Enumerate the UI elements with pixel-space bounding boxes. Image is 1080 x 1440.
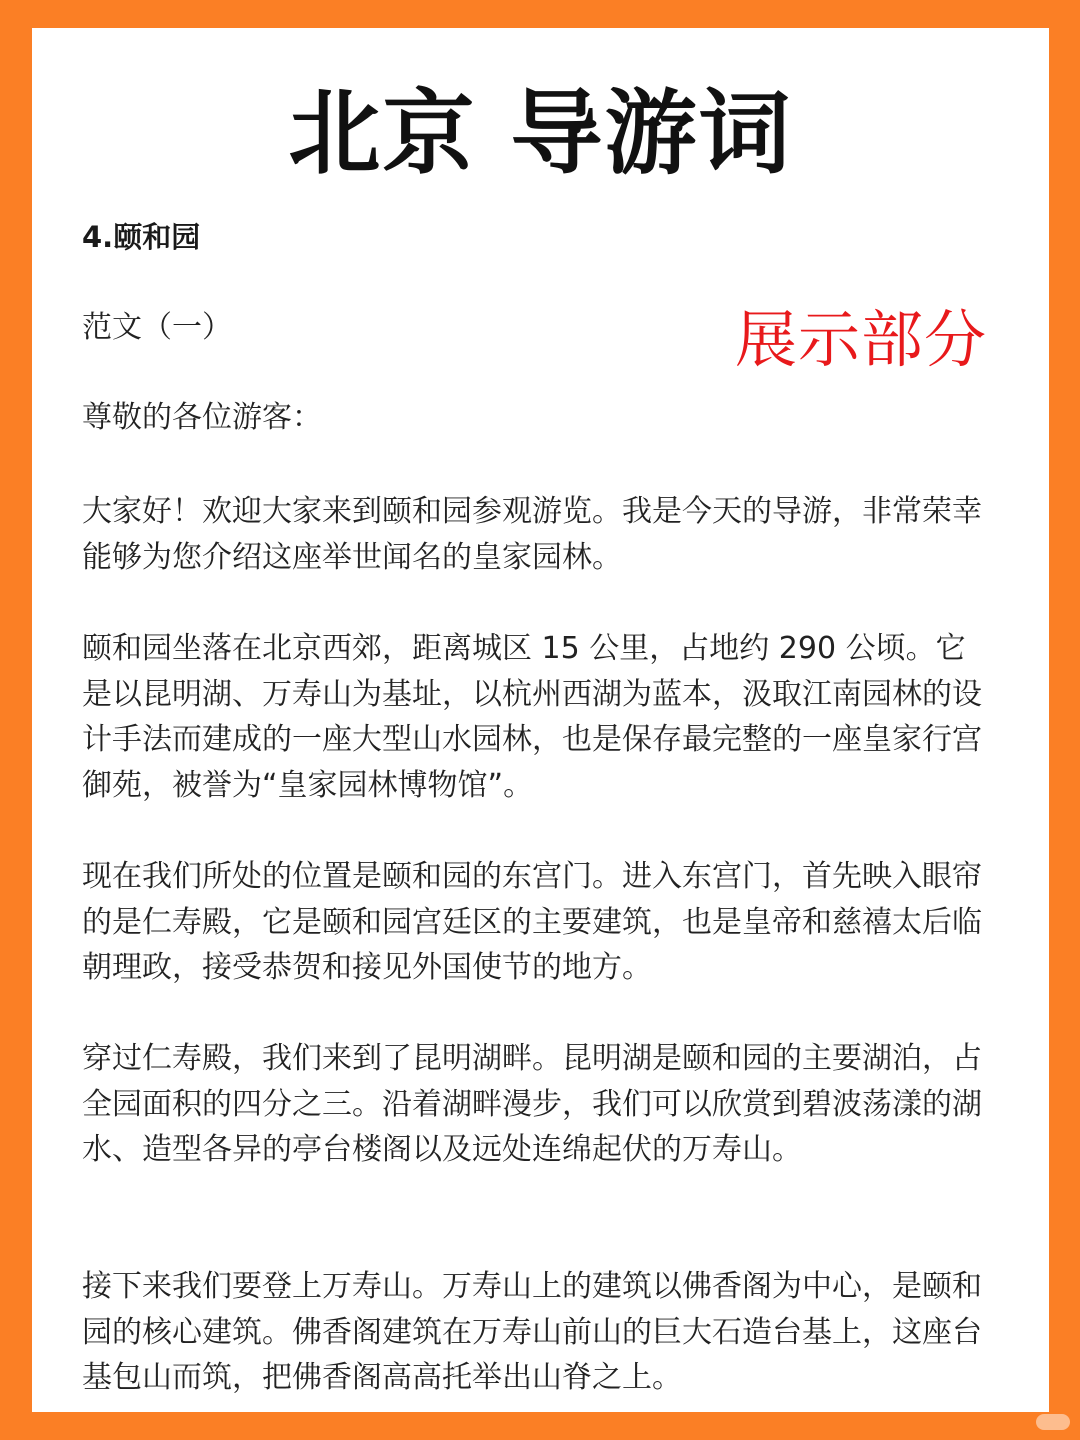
- section-heading: 4.颐和园: [82, 220, 201, 254]
- paragraph-overview: 颐和园坐落在北京西郊，距离城区 15 公里，占地约 290 公顷。它是以昆明湖、万寿山为基址，以杭州西湖为蓝本，汲取江南园林的设计手法而建成的一座大型山水园林，也是保存最完整的一座皇家行宫御苑，被誉为“皇家园林博物馆”。: [82, 631, 982, 803]
- paragraph-kunming-lake: 穿过仁寿殿，我们来到了昆明湖畔。昆明湖是颐和园的主要湖泊，占全园面积的四分之三。沿着湖畔漫步，我们可以欣赏到碧波荡漾的湖水、造型各异的亭台楼阁以及远处连绵起伏的万寿山。: [82, 1041, 982, 1167]
- paragraph-welcome: 大家好！欢迎大家来到颐和园参观游览。我是今天的导游，非常荣幸能够为您介绍这座举世闻名的皇家园林。: [82, 494, 982, 575]
- greeting: 尊敬的各位游客：: [82, 400, 322, 435]
- sample-label: 范文（一）: [82, 310, 232, 345]
- document-card: [32, 28, 1049, 1412]
- page-title: 北京 导游词: [288, 80, 793, 187]
- watermark-badge: [1036, 1414, 1070, 1430]
- paragraph-longevity-hill: 接下来我们要登上万寿山。万寿山上的建筑以佛香阁为中心，是颐和园的核心建筑。佛香阁建筑在万寿山前山的巨大石造台基上，这座台基包山而筑，把佛香阁高高托举出山脊之上。: [82, 1269, 982, 1395]
- preview-stamp: 展示部分: [735, 303, 988, 376]
- paragraph-east-gate: 现在我们所处的位置是颐和园的东宫门。进入东宫门，首先映入眼帘的是仁寿殿，它是颐和园宫廷区的主要建筑，也是皇帝和慈禧太后临朝理政，接受恭贺和接见外国使节的地方。: [82, 859, 982, 985]
